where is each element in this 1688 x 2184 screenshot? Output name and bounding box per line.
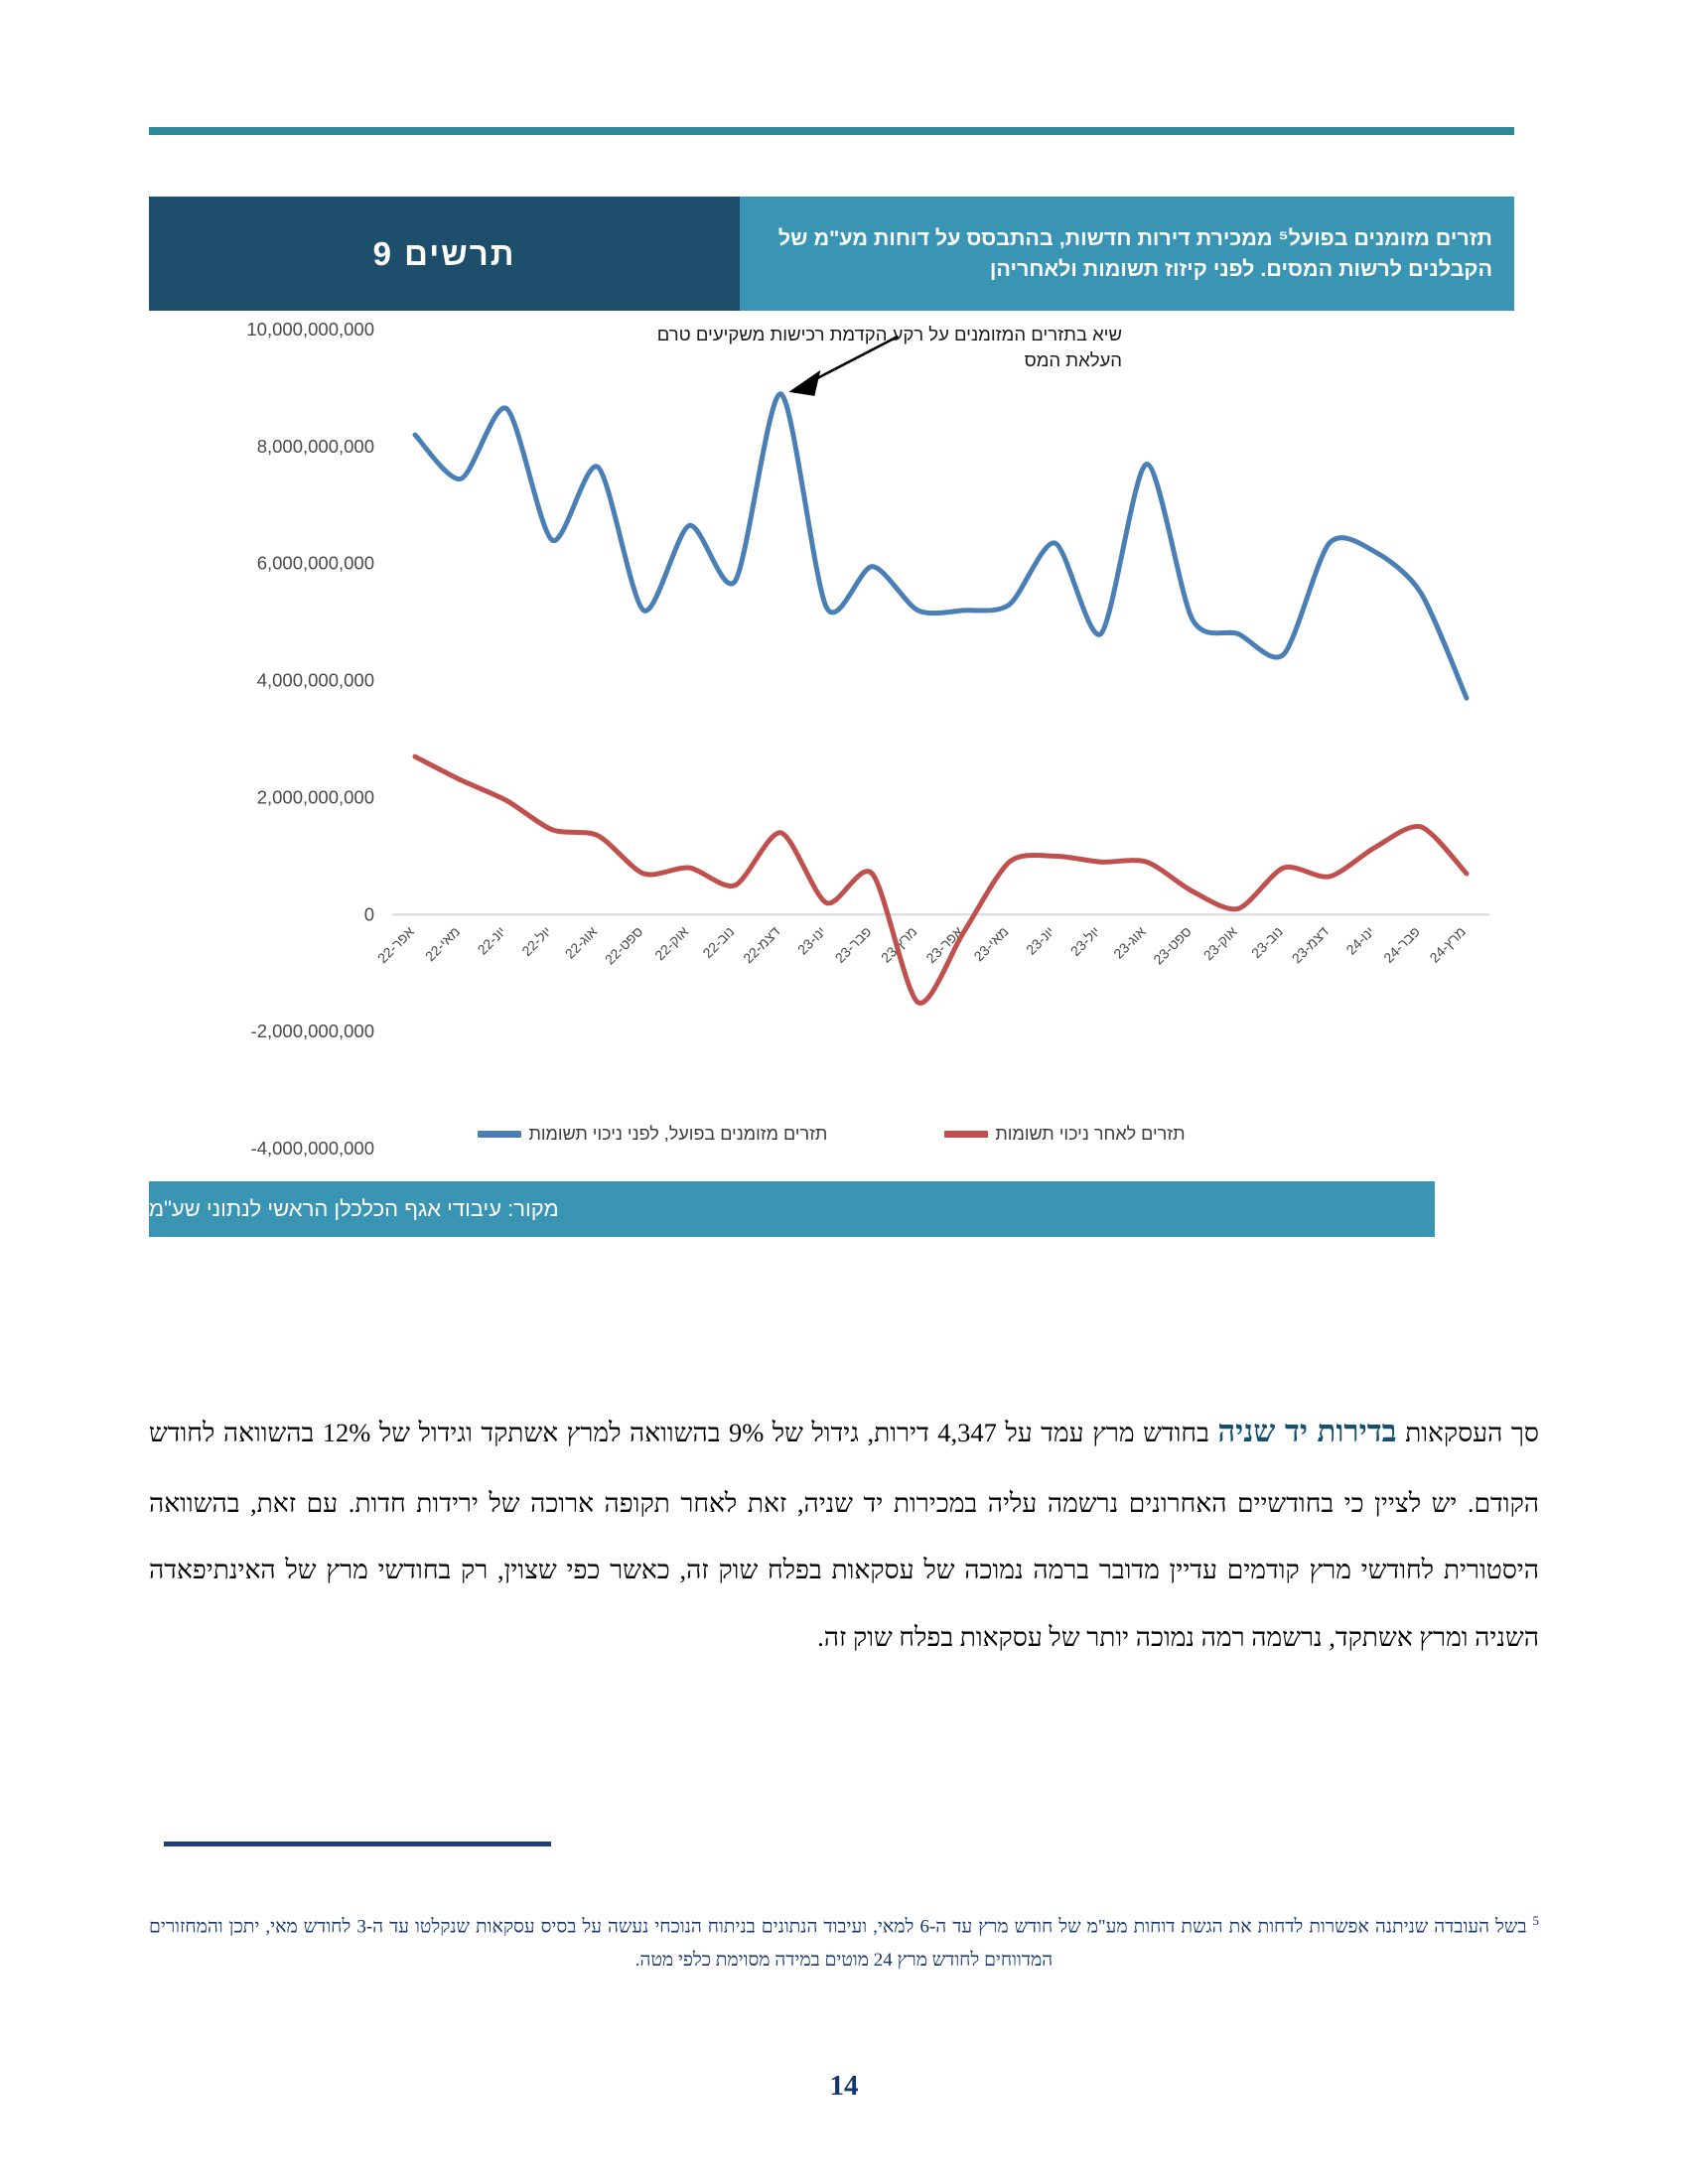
svg-text:יונ-22: יונ-22	[474, 923, 509, 958]
svg-text:-2,000,000,000: -2,000,000,000	[250, 1021, 374, 1042]
svg-text:4,000,000,000: 4,000,000,000	[256, 669, 374, 691]
svg-text:אפר-23: אפר-23	[922, 923, 966, 967]
svg-text:דצמ-22: דצמ-22	[740, 923, 783, 967]
legend-item-red	[944, 1124, 1185, 1145]
chart-number-label: תרשים 9	[149, 197, 740, 311]
svg-text:דצמ-23: דצמ-23	[1288, 923, 1332, 967]
svg-text:מאי-22: מאי-22	[421, 923, 464, 965]
line-chart-svg	[149, 320, 1514, 1168]
chart-annotation: שיא בתזרים המזומנים על רקע הקדמת רכישות משקיעים טרם העלאת המס	[656, 324, 1122, 371]
svg-text:ספט-22: ספט-22	[601, 923, 646, 968]
svg-text:אוק-22: אוק-22	[651, 923, 692, 964]
svg-text:6,000,000,000: 6,000,000,000	[256, 552, 374, 574]
svg-text:יול-22: יול-22	[518, 923, 555, 960]
svg-text:-4,000,000,000: -4,000,000,000	[250, 1138, 374, 1159]
chart-caption: תזרים מזומנים בפועל⁵ ממכירת דירות חדשות, בהתבסס על דוחות מע"מ של הקבלנים לרשות המסים. לפני קיזוז תשומות ולאחריהן	[740, 197, 1514, 311]
svg-text:נוב-23: נוב-23	[1247, 923, 1286, 962]
chart-area	[149, 320, 1514, 1168]
legend-label-red: תזרים לאחר ניכוי תשומות	[995, 1124, 1186, 1144]
svg-text:אוק-23: אוק-23	[1199, 923, 1240, 964]
svg-text:פבר-24: פבר-24	[1380, 923, 1424, 966]
svg-text:יונ-23: יונ-23	[1023, 923, 1057, 958]
svg-text:ינו-23: ינו-23	[793, 923, 829, 958]
legend-item-blue	[478, 1124, 827, 1145]
svg-text:מאי-23: מאי-23	[970, 923, 1012, 965]
svg-text:אפר-22: אפר-22	[373, 923, 418, 967]
top-divider-rule	[149, 127, 1514, 135]
chart-source-text: מקור: עיבודי אגף הכלכלן הראשי לנתוני שע"מ	[149, 1196, 559, 1221]
footnote-body: בשל העובדה שניתנה אפשרות לדחות את הגשת דוחות מע"מ של חודש מרץ עד ה-6 למאי, ועיבוד הנתונים בניתוח הנוכחי נעשה על בסיס עסקאות שנקלטו עד ה-3 לחודש מאי, יתכן והמחזורים המדווחים לחודש מרץ 24 מוטים במידה מסוימת כלפי מטה.	[149, 1916, 1533, 1971]
chart-source-band	[149, 1181, 1435, 1237]
legend-label-blue: תזרים מזומנים בפועל, לפני ניכוי תשומות	[528, 1124, 828, 1144]
body-paragraph	[149, 1392, 1539, 1672]
svg-text:ספט-23: ספט-23	[1150, 923, 1195, 968]
svg-text:מרץ-24: מרץ-24	[1426, 923, 1470, 966]
svg-text:מרץ-23: מרץ-23	[877, 923, 920, 966]
body-rest: בחודש מרץ עמד על 4,347 דירות, גידול של 9% בהשוואה למרץ אשתקד וגידול של 12% בהשוואה לחודש הקודם. יש לציין כי בחודשיים האחרונים נרשמה עליה במכירות יד שניה, זאת לאחר תקופה ארוכה של ירידות חדות. עם זאת, בהשוואה היסטורית לחודשי מרץ קודמים עדיין מדובר ברמה נמוכה של עסקאות בפלח שוק זה, כאשר כפי שצוין, רק בחודשי מרץ של האינתיפאדה השניה ומרץ אשתקד, נרשמה רמה נמוכה יותר של עסקאות בפלח שוק זה.	[149, 1417, 1539, 1652]
svg-text:אוג-22: אוג-22	[561, 923, 601, 962]
footnote-text	[149, 1910, 1539, 1977]
svg-text:נוב-22: נוב-22	[699, 923, 738, 962]
body-lead-in: סך העסקאות	[1396, 1417, 1539, 1447]
footnote-marker: 5	[1532, 1913, 1539, 1928]
footnote-separator	[164, 1842, 551, 1846]
legend-swatch-blue	[478, 1131, 521, 1138]
svg-text:10,000,000,000: 10,000,000,000	[246, 320, 374, 340]
body-highlight-term: בדירות יד שניה	[1217, 1413, 1397, 1448]
svg-text:יול-23: יול-23	[1066, 923, 1103, 960]
page-number: 14	[829, 2070, 859, 2102]
svg-text:2,000,000,000: 2,000,000,000	[256, 786, 374, 808]
legend-swatch-red	[944, 1131, 988, 1138]
svg-text:פבר-23: פבר-23	[831, 923, 875, 966]
chart-header-band	[149, 197, 1514, 311]
svg-text:0: 0	[363, 903, 374, 925]
svg-text:אוג-23: אוג-23	[1110, 923, 1149, 962]
chart-legend	[149, 1124, 1514, 1145]
svg-text:ינו-24: ינו-24	[1342, 923, 1378, 958]
svg-text:8,000,000,000: 8,000,000,000	[256, 435, 374, 457]
